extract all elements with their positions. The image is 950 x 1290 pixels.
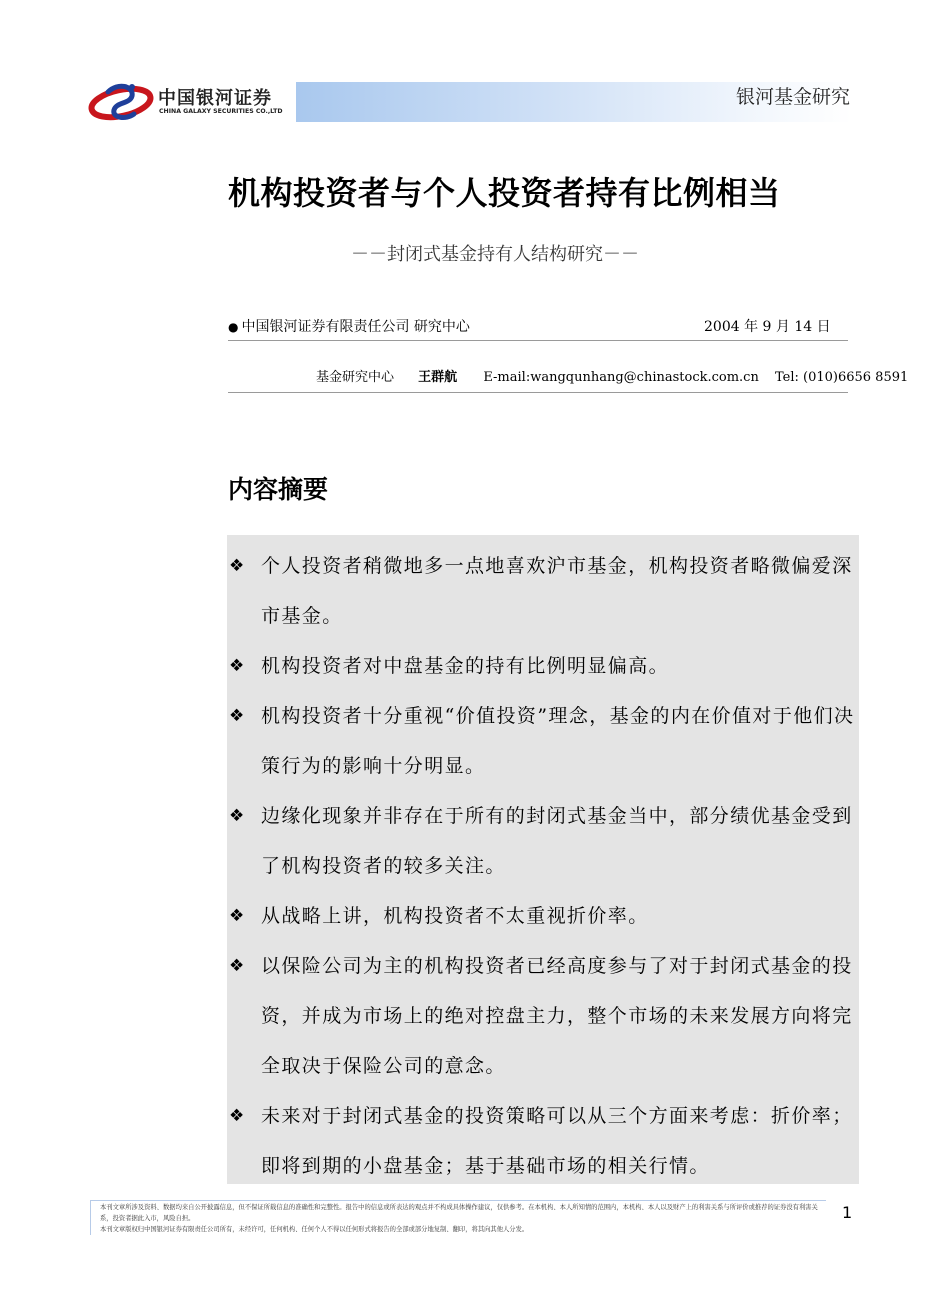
author-phone: Tel: (010)6656 8591	[774, 370, 909, 385]
organization-name: 中国银河证券有限责任公司 研究中心	[241, 319, 470, 335]
author-department: 基金研究中心	[316, 370, 395, 385]
bullet-dot-icon: ●	[228, 320, 239, 334]
summary-box	[227, 535, 859, 1184]
author-email[interactable]: E-mail:wangqunhang@chinastock.com.cn	[483, 370, 759, 385]
section-title: 银河基金研究	[735, 86, 850, 108]
disclaimer-line: 本刊文章版权归中国银河证券有限责任公司所有，未经许可，任何机构、任何个人不得以任何形式将报告的全部或部分地复制、翻印，将其向其他人分发。	[100, 1226, 529, 1233]
summary-item-text: 个人投资者稍微地多一点地喜欢沪市基金，机构投资者略微偏爱深市基金。	[261, 555, 853, 627]
summary-item	[227, 1091, 859, 1191]
divider	[228, 340, 848, 341]
page-number: 1	[842, 1203, 853, 1222]
summary-list	[227, 535, 859, 1191]
divider	[228, 392, 848, 393]
summary-item-text: 从战略上讲，机构投资者不太重视折价率。	[261, 905, 649, 927]
footer-disclaimer	[100, 1202, 820, 1235]
summary-heading: 内容摘要	[228, 475, 329, 504]
diamond-bullet-icon: ❖	[229, 556, 246, 576]
company-logo	[88, 78, 288, 126]
diamond-bullet-icon: ❖	[229, 906, 246, 926]
summary-item	[227, 691, 859, 791]
summary-item-text: 未来对于封闭式基金的投资策略可以从三个方面来考虑：折价率；即将到期的小盘基金；基于基础市场的相关行情。	[261, 1105, 853, 1177]
diamond-bullet-icon: ❖	[229, 956, 246, 976]
organization-line	[228, 316, 470, 336]
summary-item-text: 机构投资者对中盘基金的持有比例明显偏高。	[261, 655, 670, 677]
summary-item	[227, 541, 859, 641]
report-subtitle: －－封闭式基金持有人结构研究－－	[351, 244, 639, 265]
summary-item-text: 机构投资者十分重视“价值投资”理念，基金的内在价值对于他们决策行为的影响十分明显。	[261, 705, 855, 777]
summary-item	[227, 641, 859, 691]
author-name: 王群航	[418, 370, 458, 385]
summary-item	[227, 791, 859, 891]
logo-chinese-name: 中国银河证券	[158, 88, 272, 109]
disclaimer-line: 本刊文章所涉及资料、数据均来自公开披露信息，但不保证所载信息的准确性和完整性。报告中的信息或所表达的观点并不构成具体操作建议，仅供参考。在本机构、本人所知情的范围内，本机构、本人以及财产上的利害关系与所评价或推荐的证券没有利害关系，投资者据此入市，风险自担。	[100, 1204, 818, 1222]
report-title: 机构投资者与个人投资者持有比例相当	[228, 174, 781, 212]
summary-item	[227, 891, 859, 941]
logo-english-name: CHINA GALAXY SECURITIES CO.,LTD	[159, 108, 283, 115]
diamond-bullet-icon: ❖	[229, 806, 246, 826]
report-date: 2004 年 9 月 14 日	[704, 319, 831, 335]
diamond-bullet-icon: ❖	[229, 706, 246, 726]
diamond-bullet-icon: ❖	[229, 1106, 246, 1126]
author-info	[316, 366, 908, 385]
galaxy-swirl-logo-icon	[88, 78, 154, 124]
summary-item	[227, 941, 859, 1091]
diamond-bullet-icon: ❖	[229, 656, 246, 676]
summary-item-text: 边缘化现象并非存在于所有的封闭式基金当中，部分绩优基金受到了机构投资者的较多关注。	[261, 805, 853, 877]
summary-item-text: 以保险公司为主的机构投资者已经高度参与了对于封闭式基金的投资，并成为市场上的绝对控盘主力，整个市场的未来发展方向将完全取决于保险公司的意念。	[261, 955, 853, 1077]
